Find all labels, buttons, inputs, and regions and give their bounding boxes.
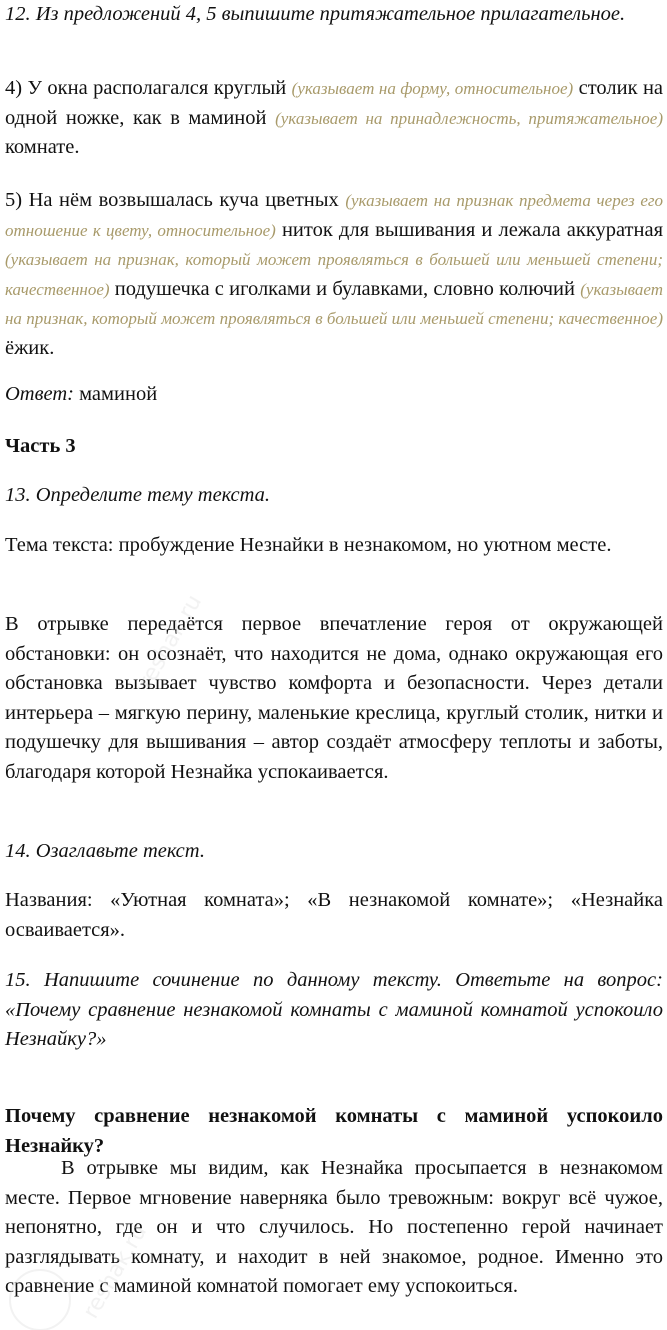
- sentence-5-part-a: 5) На нём возвышалась куча цветных: [5, 189, 339, 211]
- sentence-4: [5, 74, 663, 163]
- essay-paragraph-1: В отрывке мы видим, как Незнайка просыпается в незнакомом месте. Первое мгновение наверняка было тревожным: вокруг всё чужое, непонятно, где он и что случилось. Но постепенно герой начинает разглядывать комнату, и находит в ней знакомое, родное. Именно это сравнение с маминой комнатой помогает ему успокоиться.: [5, 1157, 663, 1297]
- sentence-4-part-b: столик на одной ножке, как в маминой: [5, 77, 664, 129]
- answer-label: Ответ:: [5, 383, 74, 405]
- answer-line: [5, 380, 663, 410]
- watermark-text: reshak.ru: [133, 590, 208, 693]
- answer-value: маминой: [79, 383, 158, 405]
- task13-theme: Тема текста: пробуждение Незнайки в незнакомом, но уютном месте.: [5, 534, 612, 556]
- sentence-4-part-a: 4) У окна располагался круглый: [5, 77, 287, 99]
- task13-body: В отрывке передаётся первое впечатление героя от окружающей обстановки: он осознаёт, что находится не дома, однако окружающая его обстановка вызывает чувство комфорта и безопасности. Через детали интерьера – мягкую перину, маленькие креслица, круглый столик, нитки и подушечку для вышивания – автор создаёт атмосферу теплоты и заботы, благодаря которой Незнайка успокаивается.: [5, 613, 663, 783]
- task13-question: 13. Определите тему текста.: [5, 484, 271, 506]
- task15-question: 15. Напишите сочинение по данному тексту. Ответьте на вопрос: «Почему сравнение незнакомой комнаты с маминой комнатой успокоило Незнайку?»: [5, 969, 663, 1050]
- sentence-4-note-possessive: (указывает на принадлежность, притяжательное): [275, 108, 664, 128]
- watermark-text: reshak.ru: [78, 1220, 153, 1323]
- sentence-5-part-b: ниток для вышивания и лежала аккуратная: [281, 218, 664, 241]
- sentence-4-note-shape: (указывает на форму, относительное): [291, 79, 574, 98]
- sentence-5-note-color: (указывает на признак предмета через его отношение к цвету, относительное): [5, 191, 664, 240]
- sentence-5-note-quality-1: (указывает на признак, который может проявляться в большей или меньшей степени; качественное): [5, 250, 663, 299]
- part-3-heading: Часть 3: [5, 435, 76, 457]
- sentence-4-part-c: комнате.: [5, 136, 80, 158]
- essay-title: Почему сравнение незнакомой комнаты с маминой успокоило Незнайку?: [5, 1105, 663, 1157]
- sentence-5-note-quality-2: (указывает на признак, который может проявляться в большей или меньшей степени; качественное): [5, 279, 663, 328]
- task12-question: 12. Из предложений 4, 5 выпишите притяжательное прилагательное.: [5, 3, 626, 25]
- sentence-5: [5, 186, 663, 363]
- task14-question: 14. Озаглавьте текст.: [5, 840, 205, 862]
- sentence-5-part-d: ёжик.: [5, 336, 55, 359]
- task14-titles: Названия: «Уютная комната»; «В незнакомой комнате»; «Незнайка осваивается».: [5, 889, 663, 941]
- sentence-5-part-c: подушечка с иголками и булавками, словно колючий: [114, 277, 576, 300]
